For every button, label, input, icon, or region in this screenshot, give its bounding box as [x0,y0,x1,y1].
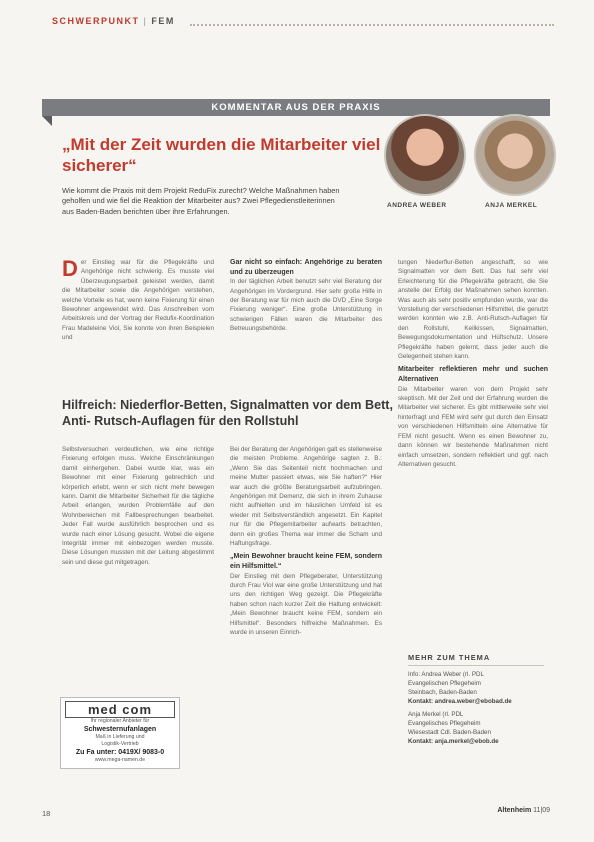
infobox-title: MEHR ZUM THEMA [408,653,491,662]
article-intro: Wie kommt die Praxis mit dem Projekt ReduFix zurecht? Welche Maßnahmen haben geholfen und wie fiel die Reaktion der Mitarbeiter aus? Zwei Pflegedienstleiterinnen aus Baden-Baden berichten über ihre Erfahrungen. [62,186,340,216]
infobox-rule [408,665,544,666]
body-text: Die Mitarbeiter waren von dem Projekt sehr skeptisch. Mit der Zeit und der Erfahrung wurden die Mitarbeiter viel sicherer. Es gibt mittlerweile sehr viel hinterfragt und FEM wird sehr gut durch den Einsatz von verschiedenen Hilfsmitteln eine Alternative für FEM nicht gesucht. Wenn es einen Bewohner zu, dann können wir bestehende Maßnahmen nicht einfach umsetzen, sondern reflektiert und ggf. nach Alternativen gesucht. [398,385,548,468]
column-2-top [230,258,382,334]
ad-phone: Zu Fa unter: 0419X/ 9083-0 [75,749,165,756]
column-subhead: Mitarbeiter reflektieren mehr und suchen Alternativen [398,366,548,384]
body-text: er Einstieg war für die Pflegekräfte und Angehörige nicht schwierig. Es musste viel Überzeugungsarbeit geleistet werden, damit die Mitarbeiter sowie die Angehörigen verstehen, welche Vorteile es hat, wenn keine Fixierung für einen Bewohner angewendet wird. Das Anschreiben vom Arbeitskreis und der Vortrag der Redufix-Koordination Frau Madeleine Viol, Sie konnte von ihren Beispielen und [62,259,214,342]
section-topic: FEM [151,16,175,26]
portrait-caption: ANJA MERKEL [485,202,538,209]
commentary-banner [42,99,550,116]
header-dotted-rule [190,24,554,26]
body-text: Bei der Beratung der Angehörigen galt es stellenweise die meisten Probleme. Angehörige sagten z. B.: „Wenn Sie das Seitenteil nicht hochmachen und meine Mutter passiert etwas, wie Sie haften?“ Hier war auch die größte Beratungsarbeit aufzubringen. Angehörigen mit Demenz, die sich in ihrem Zuhause nicht aufhielten und im häuslichen Umfeld ist es wieder mit Selbstverständlich angesetzt. Ein Kapitel nur für die Pflegemitarbeiter aufwarts betrachten, denn ein großes Thema war immer die Scham und Haftungsfrage. [230,446,382,548]
contact-line: Anja Merkel (rl. PDL [408,711,464,718]
page-number: 18 [42,809,51,818]
ad-logo: med com [65,701,175,718]
magazine-name: Altenheim [497,807,532,814]
section-header [52,16,175,26]
body-text: Selbstversuchen verdeutlichen, wie eine richtige Fixierung erfolgen muss. Welche Einschränkungen damit einhergehen. Dabei wurde klar, was ein Bewohner mit einer Fixierung gebrechlich und körperlich erlebt, wenn er sich nicht mehr bewegen kann. Damit die Mitarbeiter Sicherheit für die tägliche Arbeit erlangen, wurden Problemfälle auf den Wohnbereichen mit Fallbesprechungen bearbeitet. Jeder Fall wurde ausführlich besprochen und es wurde nach einer Lösung gesucht. Wobei die eigene Integrität immer mit einbezogen werden musste. Diese Lösungen mussten mit der Leitung abgestimmt sein und diese gut mitgetragen. [62,446,214,566]
ad-line: Maß in Lieferung und [95,734,145,740]
column-3 [398,258,548,469]
banner-label: KOMMENTAR AUS DER PRAXIS [211,102,381,113]
article-headline: „Mit der Zeit wurden die Mitarbeiter viel sicherer“ [62,135,381,175]
column-subhead: Gar nicht so einfach: Angehörige zu beraten und zu überzeugen [230,259,382,276]
section-headline: Hilfreich: Niederflor-Betten, Signalmatten vor dem Bett, Anti- Rutsch-Auflagen für den Rollstuhl [62,398,393,428]
ad-headline: Schwesternufanlagen [83,726,157,733]
contact-line: Evangelisches Pflegeheim [408,720,481,728]
body-text: In der täglichen Arbeit benutzt sehr viel Beratung der Angehörigen im Vordergrund. Hier sehr große Hilfe in der Beratung war für mich auch die DVD „Eine Sorge Fixierung weniger“. Eine große Unterstützung in schwierigen Fällen waren die Mitarbeiter des Betreuungsbehörde. [230,278,382,333]
portrait-caption: ANDREA WEBER [387,202,447,209]
contact-line: Wiesestadt Cdl. Baden-Baden [408,729,491,737]
banner-corner [42,116,52,126]
infobox-contact-1 [408,670,548,706]
ad-web[interactable]: www.mega-namen.de [94,757,146,763]
advertisement[interactable] [60,697,180,769]
column-1-bottom [62,445,214,567]
section-separator: | [143,16,148,26]
ad-line: Ihr regionaler Anbieter für [90,718,150,724]
contact-line: Steinbach, Baden-Baden [408,689,477,697]
ad-line: Logistik-Vertrieb [101,741,139,747]
column-2-bottom [230,445,382,638]
column-subhead: „Mein Bewohner braucht keine FEM, sondern ein Hilfsmittel.“ [230,553,382,571]
contact-email: Kontakt: anja.merkel@ebob.de [408,738,499,746]
portrait-photo-anja-merkel [474,114,556,196]
contact-line: Evangelischen Pflegeheim [408,680,481,688]
contact-email: Kontakt: andrea.weber@ebobad.de [408,698,512,706]
body-text: tungen Niederflur-Betten angeschafft, so wie Signalmatten vor dem Bett. Das hat sehr viel Erleichterung für die Pflegekräfte gebracht, die Sie anstelle der Erfolg der Maßnahmen sehen konnten. Was auch als sehr positiv empfunden wurde, war die Vorstellung der verschiedenen Hilfsmittel, die genutzt werden konnten wie z.B. Anti-Rutsch-Auflagen für den Rollstuhl, Keilkissen, Signalmatten, Bewegungsdokumentation und Hüftschutz. Unsere Pflegekräfte haben gelernt, dass jeder auch die Gelegenheit stehen kann. [398,259,548,361]
body-text: Der Einstieg mit dem Pflegeberater, Unterstützung durch Frau Viol war eine große Unterstützung und hat uns den richtigen Weg gezeigt. Die Pflegekräfte haben schon nach kurzer Zeit die Haltung entwickelt: „Mein Bewohner braucht keine FEM, sondern ein Hilfsmittel“. Besonders hilfreiche Maßnahmen. Es wurde in unseren Einrich- [230,572,382,637]
contact-line: Info: Andrea Weber (rl. PDL [408,671,484,678]
infobox-contact-2 [408,710,548,746]
section-name: SCHWERPUNKT [52,16,140,26]
footer-magazine [497,807,550,814]
portrait-photo-andrea-weber [384,114,466,196]
column-1-top [62,258,214,343]
issue-number: 11|09 [533,807,550,814]
drop-cap: D [62,256,78,281]
